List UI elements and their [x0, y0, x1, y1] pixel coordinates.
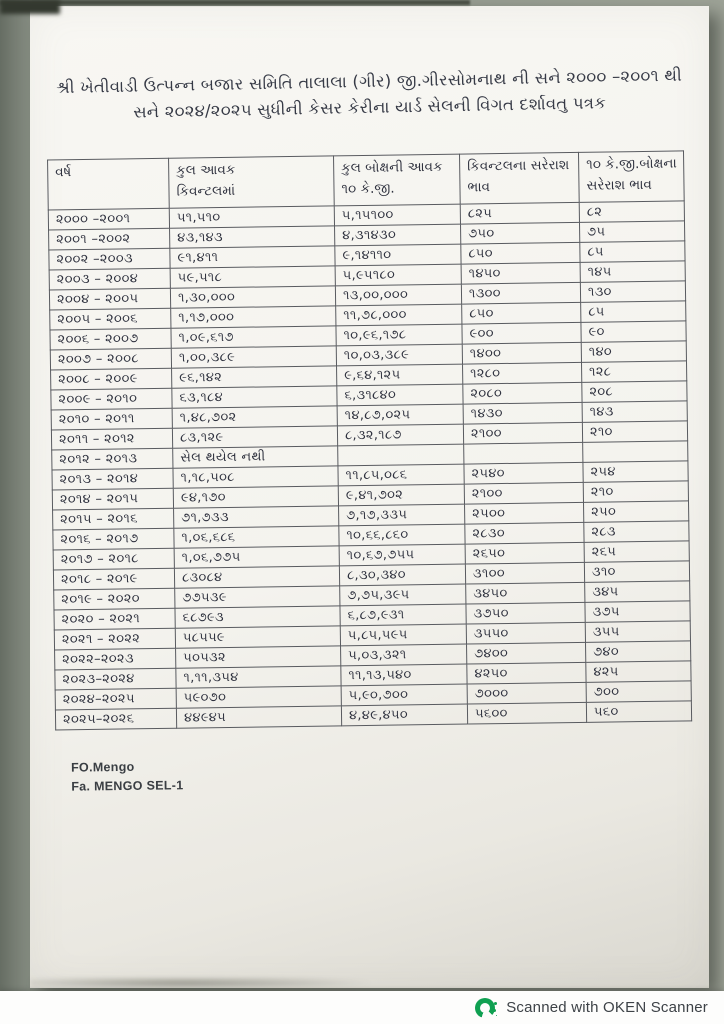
- header-row: [48, 151, 685, 210]
- value-cell: ૧,૦૦,૩૮૯: [171, 346, 336, 368]
- value-cell: ૩૪૫: [585, 581, 690, 603]
- value-cell: ૫૧,૫૧૦: [169, 206, 334, 228]
- year-cell: ૨૦૨૧ – ૨૦૨૨: [54, 628, 175, 650]
- value-cell: ૩૧૦: [584, 561, 689, 583]
- year-cell: ૨૦૧૩ – ૨૦૧૪: [52, 468, 173, 490]
- value-cell: ૮૫: [580, 241, 685, 263]
- value-cell: ૫૦૫૩૨: [176, 646, 341, 668]
- value-cell: ૮,૩૦,૩૪૦: [339, 564, 465, 586]
- value-cell: ૮૨: [579, 201, 684, 223]
- year-cell: ૨૦૦૪ – ૨૦૦૫: [49, 288, 170, 310]
- value-cell: ૫,૯૦,૭૦૦: [341, 684, 467, 706]
- year-cell: ૨૦૦૯ – ૨૦૧૦: [51, 388, 172, 410]
- value-cell: ૨૬૫૦: [465, 542, 584, 564]
- value-cell: ૧૪૦: [581, 341, 686, 363]
- value-cell: ૨૮૩: [584, 521, 689, 543]
- year-cell: ૨૦૧૫ – ૨૦૧૬: [53, 508, 174, 530]
- value-cell: ૧૪૩: [582, 401, 687, 423]
- scanner-watermark-bar: [0, 991, 724, 1024]
- year-cell: ૨૦૧૯ – ૨૦૨૦: [54, 588, 175, 610]
- year-cell: ૨૦૦૭ – ૨૦૦૮: [50, 348, 171, 370]
- value-cell: ૭૪૦૦: [467, 642, 586, 664]
- value-cell: ૮૫: [581, 301, 686, 323]
- value-cell: ૫,૦૩,૩૨૧: [341, 644, 467, 666]
- value-cell: ૨૬૫: [584, 541, 689, 563]
- value-cell: ૭૧,૭૩૩: [174, 506, 339, 528]
- document-content: [29, 5, 720, 995]
- value-cell: ૪૪૯૪૫: [176, 706, 341, 728]
- year-cell: ૨૦૨૪–૨૦૨૫: [55, 688, 176, 710]
- value-cell: [338, 444, 464, 466]
- value-cell: ૭૫: [579, 221, 684, 243]
- value-cell: ૪,૪૯,૪૫૦: [341, 704, 467, 726]
- value-cell: ૭૪૦: [586, 641, 691, 663]
- column-header-1: કુલ આવક કિવન્ટલમાં: [169, 156, 335, 208]
- value-cell: ૫,૯૫૧૮૦: [335, 264, 461, 286]
- value-cell: ૩૧૦૦: [465, 562, 584, 584]
- value-cell: ૯૦૦: [462, 322, 581, 344]
- year-cell: ૨૦૧૪ – ૨૦૧૫: [52, 488, 173, 510]
- value-cell: ૧,૧૭,૦૦૦: [171, 306, 336, 328]
- document-title: [29, 62, 709, 128]
- value-cell: ૨૧૦૦: [463, 422, 582, 444]
- year-cell: ૨૦૨૦ – ૨૦૨૧: [54, 608, 175, 630]
- year-cell: ૨૦૦૬ – ૨૦૦૭: [50, 328, 171, 350]
- year-cell: ૨૦૦૨ –૨૦૦૩: [49, 248, 170, 270]
- footer-note: [71, 757, 184, 797]
- value-cell: ૩૫૫: [585, 621, 690, 643]
- year-cell: ૨૦૧૦ – ૨૦૧૧: [51, 408, 172, 430]
- value-cell: ૨૫૦૦: [465, 502, 584, 524]
- column-header-0: વર્ષ: [48, 158, 170, 210]
- value-cell: સેલ થયેલ નથી: [173, 446, 338, 468]
- footer-line-1: FO.Mengo: [70, 759, 135, 775]
- value-cell: ૯,૬૪,૧૨૫: [337, 364, 463, 386]
- value-cell: ૩૭૫: [585, 601, 690, 623]
- value-cell: ૭,૭૫,૩૯૫: [340, 584, 466, 606]
- value-cell: ૬,૮૭,૯૩૧: [340, 604, 466, 626]
- value-cell: ૩૫૫૦: [466, 622, 585, 644]
- value-cell: ૧૨૮૦: [463, 362, 582, 384]
- yard-sale-table: [47, 150, 692, 730]
- value-cell: ૧૦,૯૬,૧૭૮: [336, 324, 462, 346]
- value-cell: ૩૭૫૦: [466, 602, 585, 624]
- value-cell: ૯૧,૪૧૧: [170, 246, 335, 268]
- year-cell: ૨૦૦૦ –૨૦૦૧: [48, 208, 169, 230]
- value-cell: ૨૮૩૦: [465, 522, 584, 544]
- year-cell: ૨૦૦૮ – ૨૦૦૯: [51, 368, 172, 390]
- value-cell: ૯,૧૪૧૧૦: [335, 244, 461, 266]
- value-cell: ૭૭૫૩૯: [175, 586, 340, 608]
- document-page: [30, 6, 709, 988]
- value-cell: ૮૩,૧૨૯: [172, 426, 337, 448]
- value-cell: ૧૧,૮૫,૦૮૬: [338, 464, 464, 486]
- footer-line-2: Fa. MENGO SEL-1: [71, 778, 184, 794]
- value-cell: ૫૬૦૦: [467, 702, 586, 724]
- value-cell: ૫૮૫૫૯: [175, 626, 340, 648]
- value-cell: ૯૪,૧૭૦: [173, 486, 338, 508]
- scanner-watermark-text: Scanned with OKEN Scanner: [506, 999, 708, 1016]
- title-line-2: સને ૨૦૨૪/૨૦૨૫ સુધીની કેસર કેરીના યાર્ડ સેલની વિગત દર્શાવતુ પત્રક: [133, 93, 607, 123]
- value-cell: ૨૦૮૦: [463, 382, 582, 404]
- value-cell: ૫,૮૫,૫૯૫: [340, 624, 466, 646]
- value-cell: ૯,૪૧,૭૦૨: [338, 484, 464, 506]
- value-cell: ૧૧,૧૩,૫૪૦: [341, 664, 467, 686]
- value-cell: ૧૪૫: [580, 261, 685, 283]
- value-cell: ૧,૧૧,૩૫૪: [176, 666, 341, 688]
- column-header-2: કુલ બોક્ષની આવક ૧૦ કે.જી.: [334, 154, 461, 206]
- value-cell: ૧૧,૭૮,૦૦૦: [336, 304, 462, 326]
- value-cell: ૮૫૦: [462, 302, 581, 324]
- value-cell: ૧૪૩૦: [463, 402, 582, 424]
- value-cell: ૨૧૦૦: [464, 482, 583, 504]
- value-cell: ૩૪૫૦: [466, 582, 585, 604]
- value-cell: ૧૪૫૦: [461, 262, 580, 284]
- value-cell: ૪૨૫: [586, 661, 691, 683]
- year-cell: ૨૦૧૨ – ૨૦૧૩: [52, 448, 173, 470]
- value-cell: ૭,૧૭,૩૩૫: [339, 504, 465, 526]
- value-cell: ૭૦૦: [586, 681, 691, 703]
- value-cell: ૧૪,૮૭,૦૨૫: [337, 404, 463, 426]
- column-header-3: કિવન્ટલના સરેરાશ ભાવ: [460, 152, 580, 204]
- value-cell: ૧૦,૦૩,૩૮૯: [336, 344, 462, 366]
- value-cell: ૨૫૪૦: [464, 462, 583, 484]
- value-cell: ૨૫૪: [583, 461, 688, 483]
- value-cell: ૯૬,૧૪૨: [172, 366, 337, 388]
- value-cell: ૮૨૫: [460, 202, 579, 224]
- value-cell: ૮૩૦૮૪: [174, 566, 339, 588]
- value-cell: ૧૩૦૦: [461, 282, 580, 304]
- value-cell: ૪,૩૧૪૩૦: [335, 224, 461, 246]
- value-cell: ૨૧૦: [582, 421, 687, 443]
- table-head: [48, 151, 685, 210]
- value-cell: ૭૫૦: [461, 222, 580, 244]
- value-cell: ૨૧૦: [583, 481, 688, 503]
- value-cell: ૬૩,૧૮૪: [172, 386, 337, 408]
- year-cell: ૨૦૨૨–૨૦૨૩: [55, 648, 176, 670]
- value-cell: ૫૬૦: [586, 701, 691, 723]
- paper-bottom-shadow: [30, 978, 460, 988]
- value-cell: ૯૦: [581, 321, 686, 343]
- column-header-4: ૧૦ કે.જી.બોક્ષના સરેરાશ ભાવ: [578, 151, 684, 202]
- value-cell: ૧૩,૦૦,૦૦૦: [335, 284, 461, 306]
- value-cell: ૨૫૦: [583, 501, 688, 523]
- value-cell: [464, 442, 583, 464]
- oken-scanner-logo-icon: [475, 998, 495, 1018]
- year-cell: ૨૦૨૩–૨૦૨૪: [55, 668, 176, 690]
- year-cell: ૨૦૧૧ – ૨૦૧૨: [51, 428, 172, 450]
- value-cell: ૫૯,૫૧૮: [170, 266, 335, 288]
- value-cell: ૨૦૮: [582, 381, 687, 403]
- value-cell: ૭૦૦૦: [467, 682, 586, 704]
- value-cell: ૧૦,૬૭,૭૫૫: [339, 544, 465, 566]
- table-body: [48, 201, 691, 730]
- photo-corner-shadow: [0, 0, 60, 14]
- value-cell: ૮,૩૨,૧૮૭: [337, 424, 463, 446]
- value-cell: ૧,૦૬,૬૮૬: [174, 526, 339, 548]
- value-cell: ૬૮૭૯૩: [175, 606, 340, 628]
- year-cell: ૨૦૧૬ – ૨૦૧૭: [53, 528, 174, 550]
- year-cell: ૨૦૦૫ – ૨૦૦૬: [50, 308, 171, 330]
- value-cell: ૪૨૫૦: [467, 662, 586, 684]
- value-cell: ૧૨૮: [581, 361, 686, 383]
- year-cell: ૨૦૦૩ – ૨૦૦૪: [49, 268, 170, 290]
- backdrop-left-band: [0, 0, 32, 1024]
- value-cell: ૧૩૦: [580, 281, 685, 303]
- year-cell: ૨૦૧૮ – ૨૦૧૯: [53, 568, 174, 590]
- value-cell: ૧,૩૦,૦૦૦: [170, 286, 335, 308]
- year-cell: ૨૦૨૫–૨૦૨૬: [55, 708, 176, 730]
- value-cell: ૧૦,૬૬,૮૬૦: [339, 524, 465, 546]
- value-cell: ૪૩,૧૪૩: [170, 226, 335, 248]
- year-cell: ૨૦૧૭ – ૨૦૧૮: [53, 548, 174, 570]
- value-cell: ૧,૦૯,૬૧૭: [171, 326, 336, 348]
- value-cell: [583, 441, 688, 463]
- title-line-1: શ્રી ખેતીવાડી ઉત્પન્ન બજાર સમિતિ તાલાલા (ગીર) જી.ગીરસોમનાથ ની સને ૨૦૦૦ –૨૦૦૧ થી: [56, 65, 683, 98]
- value-cell: ૧,૧૮,૫૦૮: [173, 466, 338, 488]
- value-cell: ૮૫૦: [461, 242, 580, 264]
- year-cell: ૨૦૦૧ –૨૦૦૨: [49, 228, 170, 250]
- value-cell: ૧,૪૮,૭૦૨: [172, 406, 337, 428]
- value-cell: ૬,૩૧૮૪૦: [337, 384, 463, 406]
- value-cell: ૫૯૦૭૦: [176, 686, 341, 708]
- value-cell: ૧,૦૬,૭૭૫: [174, 546, 339, 568]
- value-cell: ૧૪૦૦: [462, 342, 581, 364]
- value-cell: ૫,૧૫૧૦૦: [334, 204, 460, 226]
- photo-top-shadow: [0, 0, 470, 5]
